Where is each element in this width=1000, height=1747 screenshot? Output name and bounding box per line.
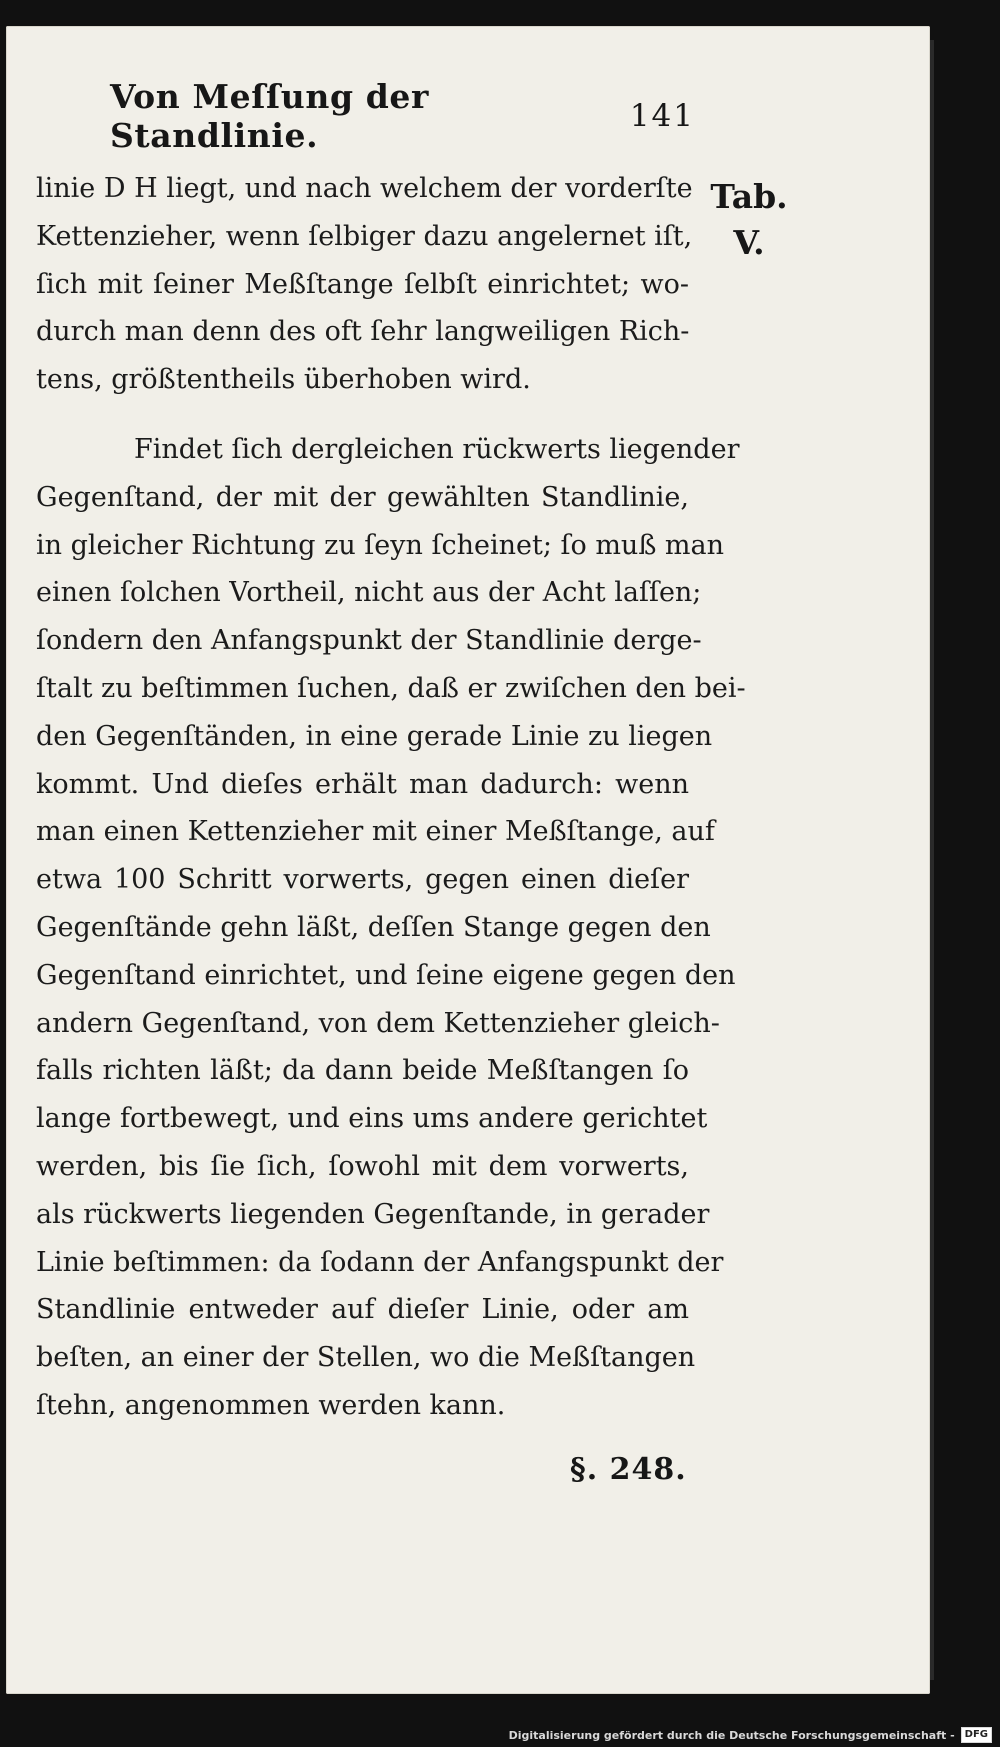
text-line: ſtalt zu beſtimmen ſuchen, daß er zwiſchen den bei- xyxy=(36,672,746,704)
text-line: kommt. Und dieſes erhält man dadurch: wenn xyxy=(36,768,689,800)
page-number: 141 xyxy=(629,98,695,134)
text-line: in gleicher Richtung zu ſeyn ſcheinet; ſo muß man xyxy=(36,529,725,561)
margin-note-plate-reference xyxy=(704,174,794,266)
text-line: linie D H liegt, und nach welchem der vorderſte xyxy=(36,173,693,204)
catchword: §. 248. xyxy=(570,1452,687,1487)
text-line: Kettenzieher, wenn ſelbiger dazu angelernet iſt, xyxy=(36,220,693,252)
text-line: ſtehn, angenommen werden kann. xyxy=(36,1389,506,1421)
text-line: falls richten läßt; da dann beide Meßſtangen ſo xyxy=(36,1055,689,1087)
page-header xyxy=(110,77,695,155)
text-line: ſich mit ſeiner Meßſtange ſelbſt einrichtet; wo- xyxy=(36,268,689,300)
footer-credit: Digitalisierung gefördert durch die Deutsche Forschungsgemeinschaft - xyxy=(508,1728,955,1742)
body-text xyxy=(36,165,746,1430)
text-line: Findet ſich dergleichen rückwerts liegender xyxy=(134,433,740,465)
text-line: tens, größtentheils überhoben wird. xyxy=(36,364,531,396)
text-line: Gegenſtände gehn läßt, deſſen Stange gegen den xyxy=(36,911,711,943)
text-line: werden, bis ſie ſich, ſowohl mit dem vorwerts, xyxy=(36,1150,689,1182)
text-line: Gegenſtand, der mit der gewählten Standlinie, xyxy=(36,481,689,513)
margin-note-line: V. xyxy=(733,223,765,262)
text-line: durch man denn des oft ſehr langweiligen Rich- xyxy=(36,316,690,348)
page-edge xyxy=(930,40,934,1680)
text-line: Gegenſtand einrichtet, und ſeine eigene gegen den xyxy=(36,959,736,991)
running-title: Von Meſſung der Standlinie. xyxy=(110,77,429,155)
text-line: den Gegenſtänden, in eine gerade Linie zu liegen xyxy=(36,720,713,752)
text-line: etwa 100 Schritt vorwerts, gegen einen dieſer xyxy=(36,864,689,896)
margin-note-line: Tab. xyxy=(710,177,788,216)
text-line: Linie beſtimmen: da ſodann der Anfangspunkt der xyxy=(36,1246,724,1278)
text-line: andern Gegenſtand, von dem Kettenzieher gleich- xyxy=(36,1007,720,1039)
paragraph-gap xyxy=(36,404,689,426)
text-line: als rückwerts liegenden Gegenſtande, in gerader xyxy=(36,1198,710,1230)
digitization-footer xyxy=(509,1723,992,1747)
text-line: Standlinie entweder auf dieſer Linie, oder am xyxy=(36,1294,689,1326)
text-line: ſondern den Anfangspunkt der Standlinie derge- xyxy=(36,625,702,657)
text-line: lange fortbewegt, und eins ums andere gerichtet xyxy=(36,1103,708,1135)
dfg-logo: DFG xyxy=(961,1727,992,1743)
text-line: einen ſolchen Vortheil, nicht aus der Acht laſſen; xyxy=(36,577,702,609)
text-line: beſten, an einer der Stellen, wo die Meßſtangen xyxy=(36,1342,696,1374)
text-line: man einen Kettenzieher mit einer Meßſtange, auf xyxy=(36,816,715,848)
